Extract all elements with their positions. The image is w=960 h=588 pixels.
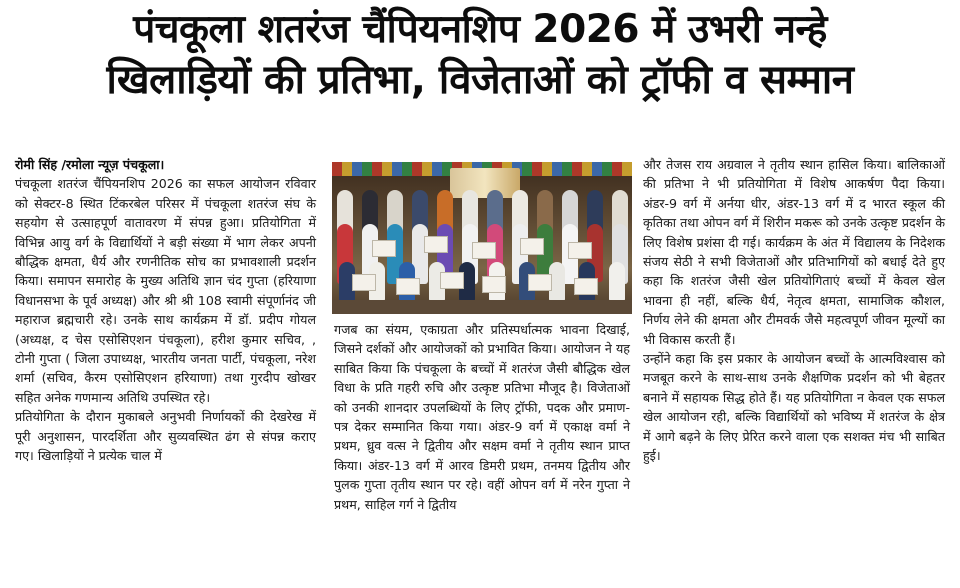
article-column-1: [15, 155, 316, 466]
article-paragraph: प्रतियोगिता के दौरान मुकाबले अनुभवी निर्णायकों की देखरेख में पूरी अनुशासन, पारदर्शिता और सुव्यवस्थित ढंग से संपन्न कराए गए। खिलाड़ियों ने प्रत्येक चाल में: [15, 409, 316, 464]
photo-floor: [332, 300, 632, 314]
article-paragraph: उन्होंने कहा कि इस प्रकार के आयोजन बच्चों के आत्मविश्वास को मजबूत करने के साथ-साथ उनके शैक्षणिक प्रदर्शन को भी बेहतर बनाने में सहायक सिद्ध होते हैं। यह प्रतियोगिता न केवल एक सफल खेल आयोजन रही, बल्कि विद्यार्थियों को भविष्य में शतरंज के क्षेत्र में आगे बढ़ने के लिए प्रेरित करने वाला एक सशक्त मंच भी साबित हुई।: [643, 351, 945, 464]
headline-line-2: खिलाड़ियों की प्रतिभा, विजेताओं को ट्रॉफी व सम्मान: [106, 57, 854, 103]
article-column-3: [643, 155, 945, 466]
article-column-2: [334, 320, 630, 514]
headline-line-1: पंचकूला शतरंज चैंपियनशिप 2026 में उभरी नन्हे: [133, 7, 827, 52]
article-paragraph: गजब का संयम, एकाग्रता और प्रतिस्पर्धात्मक भावना दिखाई, जिसने दर्शकों और आयोजकों को प्रभावित किया। आयोजन ने यह साबित किया कि पंचकूला के बच्चों में शतरंज जैसी बौद्धिक खेल विधा के प्रति गहरी रुचि और उत्कृष्ट प्रतिभा मौजूद है। विजेताओं को उनकी शानदार उपलब्धियों के लिए ट्रॉफी, पदक और प्रमाण-पत्र देकर सम्मानित किया गया। अंडर-9 वर्ग में एकाक्ष वर्मा ने प्रथम, ध्रुव वत्स ने द्वितीय और सक्षम वर्मा ने तृतीय स्थान प्राप्त किया। अंडर-13 वर्ग में आरव डिमरी प्रथम, तनमय द्वितीय और पुलक गुप्ता तृतीय स्थान पर रहे। वहीं ओपन वर्ग में नरेन गुप्ता ने प्रथम, साहिल गर्ग ने द्वितीय: [334, 322, 630, 512]
byline: रोमी सिंह /रमोला न्यूज़ पंचकूला।: [15, 157, 165, 172]
article-paragraph: और तेजस राय अग्रवाल ने तृतीय स्थान हासिल किया। बालिकाओं की प्रतिभा ने भी प्रतियोगिता में विशेष आकर्षण पैदा किया। अंडर-9 वर्ग में अर्नया धीर, अंडर-13 वर्ग में द भारत स्कूल की कृतिका तथा ओपन वर्ग में शिरीन मकरू को उनके उत्कृष्ट प्रदर्शन के लिए विशेष प्रशंसा दी गई। कार्यक्रम के अंत में विद्यालय के निदेशक संजय सेठी ने सभी विजेताओं और प्रतिभागियों को बधाई देते हुए कहा कि शतरंज जैसी खेल प्रतियोगिताएं बच्चों में केवल खेल भावना ही नहीं, बल्कि धैर्य, नेतृत्व क्षमता, सामाजिक कौशल, निर्णय लेने की क्षमता और टीमवर्क जैसे महत्वपूर्ण जीवन मूल्यों का भी विकास करती हैं।: [643, 157, 945, 347]
event-group-photo: [332, 162, 632, 314]
article-paragraph: पंचकूला शतरंज चैंपियनशिप 2026 का सफल आयोजन रविवार को सेक्टर-8 स्थित टिंकरबेल परिसर में पंचकूला शतरंज संघ के सहयोग से उत्साहपूर्ण वातावरण में संपन्न हुआ। प्रतियोगिता में विभिन्न आयु वर्ग के विद्यार्थियों ने बड़ी संख्या में भाग लेकर अपनी बौद्धिक क्षमता, धैर्य और रणनीतिक सोच का प्रभावशाली प्रदर्शन किया। समापन समारोह के मुख्य अतिथि ज्ञान चंद गुप्ता (हरियाणा विधानसभा के पूर्व अध्यक्ष) और श्री श्री 108 स्वामी संपूर्णानंद जी महाराज ब्रह्मचारी रहे। उनके साथ कार्यक्रम में डॉ. प्रदीप गोयल (अध्यक्ष, द चेस एसोसिएशन पंचकूला), हरीश कुमार सचिव, , टोनी गुप्ता ( जिला उपाध्यक्ष, भारतीय जनता पार्टी, पंचकूला, नरेश शर्मा (सचिव, कैरम एसोसिएशन हरियाणा) तथा गुरदीप खोखर सहित अनेक गणमान्य अतिथि उपस्थित रहे।: [15, 176, 316, 405]
headline: [0, 6, 960, 106]
